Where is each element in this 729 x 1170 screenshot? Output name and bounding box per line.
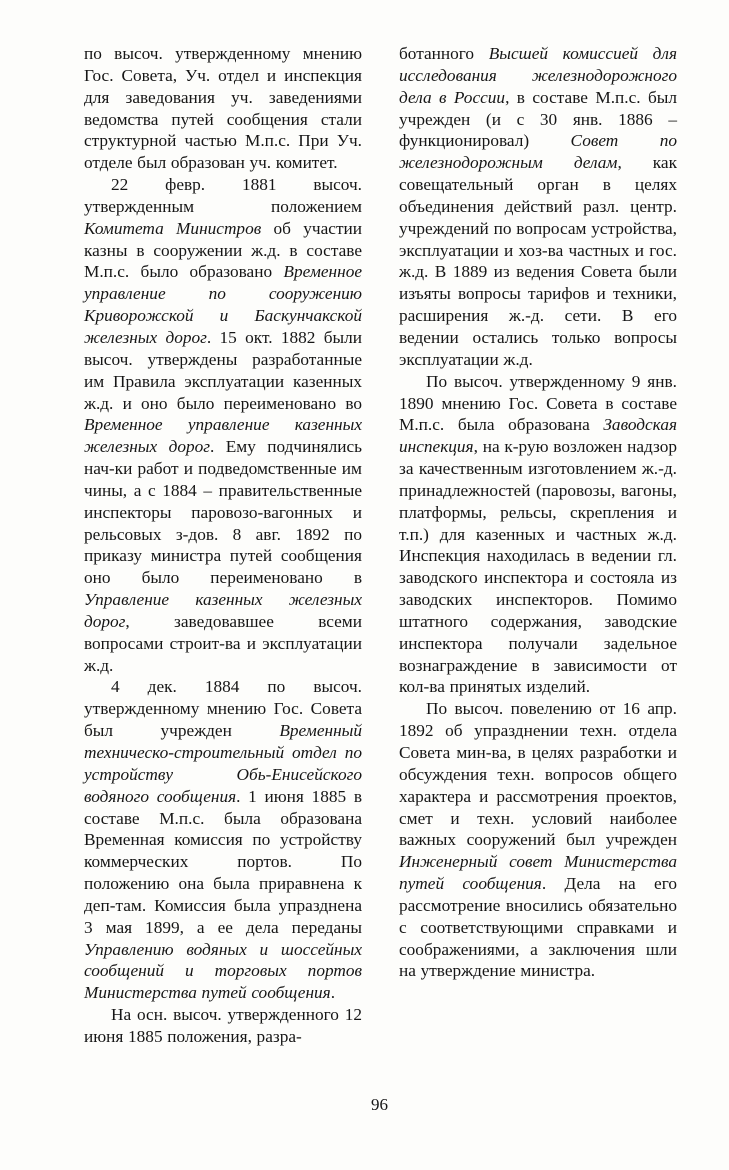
paragraph (399, 43, 677, 371)
italic-text-segment: Временный техническо-строительный отдел по устройству Обь-Енисейского водяного сообщения (84, 721, 362, 806)
text-segment: , в составе М.п.с. был учрежден (и с 30 янв. 1886 – функционировал) (399, 87, 677, 151)
text-segment: , на к-рую возложен надзор за качественным изготовлением ж.-д. принадлежностей (паровозы, вагоны, платформы, рельсы, скрепления и т.п.) для казенных и частных ж.д. Инспекция находилась в ведении гл. заводского инспектора и состояла из заводских инспекторов. Помимо штатного содержания, заводские инспектора получали задельное вознаграждение в зависимости от кол-ва принятых изделий. (399, 437, 677, 697)
text-segment: По высоч. утвержденному 9 янв. 1890 мнению Гос. Совета в составе М.п.с. была образована (399, 371, 677, 435)
text-segment: . 1 июня 1885 в составе М.п.с. была образована Временная комиссия по устройству коммерческих портов. По положению она была приравнена к деп-там. Комиссия была упразднена 3 мая 1899, а ее дела переданы (84, 786, 362, 937)
paragraph (84, 1004, 362, 1048)
text-segment: . Дела на его рассмотрение вносились обязательно с соответствующими справками и соображениями, а заключения шли на утверждение министра. (399, 874, 678, 981)
italic-text-segment: Заводская инспекция (399, 415, 677, 457)
paragraph (84, 676, 362, 1004)
paragraph (399, 371, 677, 699)
italic-text-segment: Временное управление казенных железных дорог (84, 415, 362, 457)
italic-text-segment: Комитета Министров (84, 218, 262, 238)
text-segment: 22 февр. 1881 высоч. утвержденным положением (84, 175, 362, 216)
text-columns (84, 43, 677, 1048)
text-segment: . (330, 983, 336, 1003)
text-column-right (399, 43, 677, 1048)
italic-text-segment: Управление казенных железных дорог (84, 590, 362, 631)
text-segment: По высоч. повелению от 16 апр. 1892 об упразднении техн. отдела Совета мин-ва, в целях разработки и обсуждения техн. вопросов общего характера и рассмотрения проектов, смет и техн. условий наиболее важных сооружений был учрежден (399, 699, 677, 850)
italic-text-segment: Управлению водяных и шоссейных сообщений и торговых портов Министерства путей сообщения (84, 939, 362, 1003)
text-segment: по высоч. утвержденному мнению Гос. Совета, Уч. отдел и инспекция для заведования уч. заведениями ведомства путей сообщения стали структурной частью М.п.с. При Уч. отделе был образован уч. комитет. (84, 44, 362, 173)
paragraph (84, 43, 362, 174)
text-segment: На осн. высоч. утвержденного 12 июня 1885 положения, разра- (84, 1005, 362, 1046)
italic-text-segment: Инженерный совет Министерства путей сообщения (399, 852, 677, 894)
text-segment: об участии казны в сооружении ж.д. в составе М.п.с. было образовано (84, 218, 362, 282)
text-segment: . 15 окт. 1882 были высоч. утверждены разработанные им Правила эксплуатации казенных ж.д. и оно было переименовано во (84, 327, 362, 413)
text-segment: ботанного (399, 44, 489, 63)
paragraph (84, 174, 362, 676)
italic-text-segment: Временное управление по сооружению Криворожской и Баскунчакской железных дорог (84, 262, 362, 347)
page-number: 96 (371, 1095, 388, 1114)
paragraph (399, 698, 677, 982)
text-segment: , заведовавшее всеми вопросами строит-ва и эксплуатации ж.д. (84, 611, 362, 675)
text-segment: 4 дек. 1884 по высоч. утвержденному мнению Гос. Совета был учрежден (84, 677, 362, 741)
italic-text-segment: Высшей комиссией для исследования железнодорожного дела в России (399, 44, 677, 107)
italic-text-segment: Совет по железнодорожным делам (399, 131, 677, 173)
text-segment: . Ему подчинялись нач-ки работ и подведомственные им чины, а с 1884 – правительственные инспекторы паровозо-вагонных и рельсовых з-дов. 8 авг. 1892 по приказу министра путей сообщения оно было переименовано в (84, 437, 362, 588)
text-column-left (84, 43, 362, 1048)
text-segment: , как совещательный орган в целях объединения действий разл. центр. учреждений по вопросам устройства, эксплуатации и хоз-ва частных и гос. ж.д. В 1889 из ведения Совета были изъяты вопросы тарифов и техники, расширения ж.-д. сети. В его ведении остались только вопросы эксплуатации ж.д. (399, 153, 677, 369)
